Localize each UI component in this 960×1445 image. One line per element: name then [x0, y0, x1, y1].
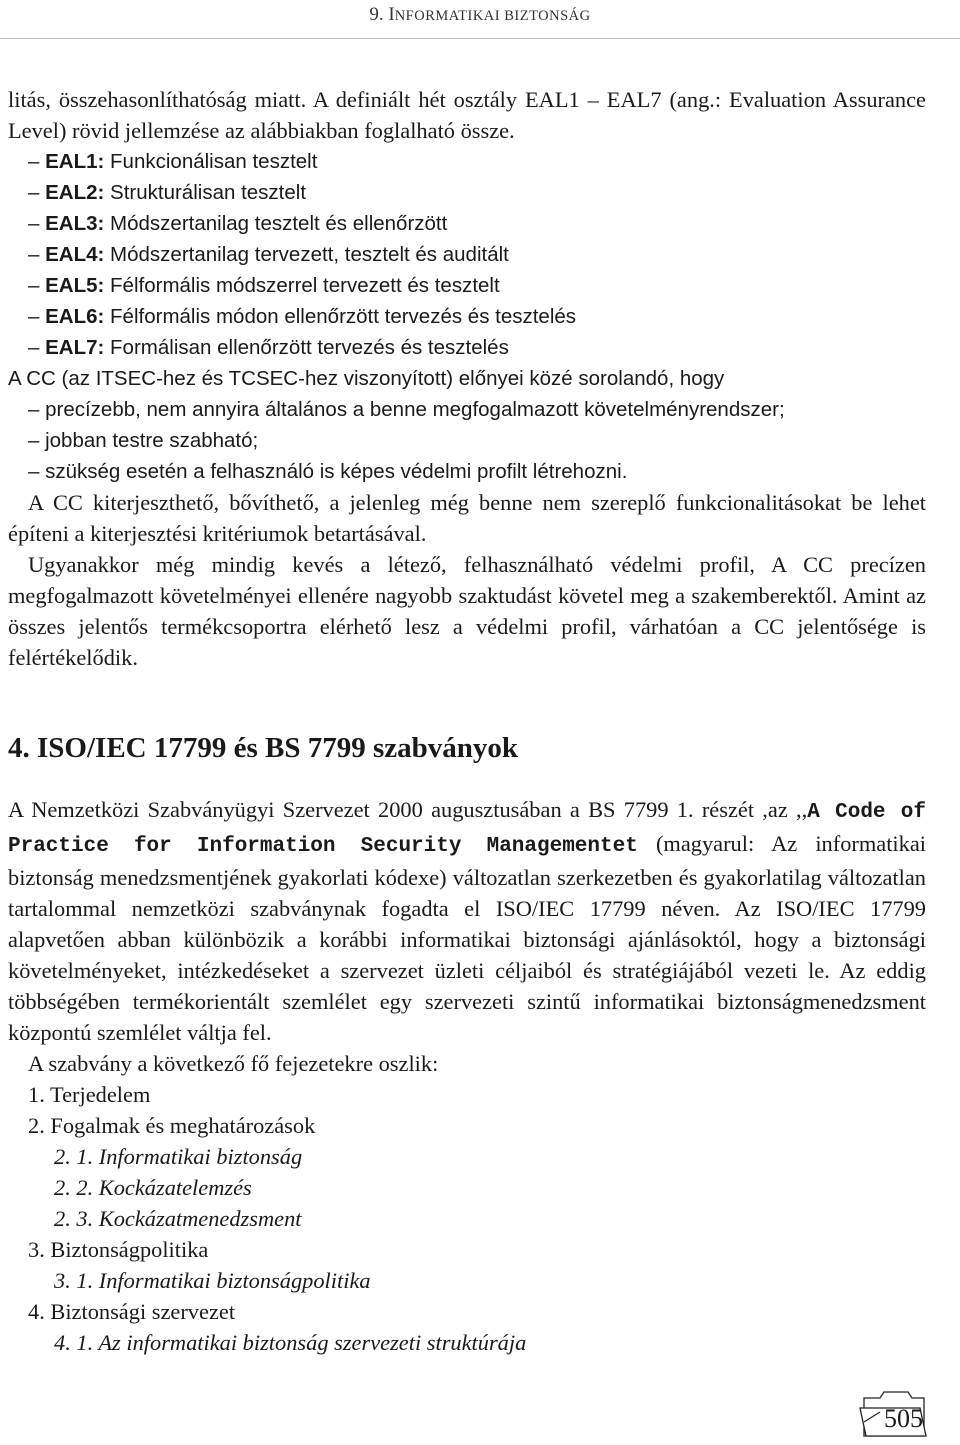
page-number: 505: [884, 1404, 923, 1433]
however-paragraph: Ugyanakkor még mindig kevés a létező, felhasználható védelmi profil, A CC precízen megfogalmazott követelményei ellenére nagyobb szaktudást követel meg a szakemberektől. Amint az összes jelentős termékcsoportra elérhető lesz a védelmi profil, várhatóan a CC jelentősége is felértékelődik.: [8, 552, 926, 670]
header-title-first: 9. I: [369, 4, 395, 25]
subchapter-item: 2. 2. Kockázatelemzés: [54, 1175, 252, 1200]
cc-advantages-lead: A CC (az ITSEC-hez és TCSEC-hez viszonyított) előnyei közé sorolandó, hogy: [8, 367, 725, 390]
page-body: [8, 84, 926, 1355]
eal-list: [8, 146, 926, 363]
chapter-item: 2. Fogalmak és meghatározások: [28, 1113, 316, 1138]
section-paragraph: A Nemzetközi Szabványügyi Szervezet 2000 augusztusában a BS 7799 1. részét ,az ,,A Code of Practice for Information Security Managementet (magyarul: Az informatikai biztonság menedzsmentjének gyakorlati kódexe) változatlan szerkezetben és gyakorlatilag változatlan tartalommal nemzetközi szabványnak fogadta el ISO/IEC 17799 néven. Az ISO/IEC 17799 alapvetően abban különbözik a korábbi informatikai biztonsági ajánlásoktól, hogy a biztonsági követelményeket, intézkedéseket a szervezet üzleti céljaiból és stratégiájából vezeti le. Az eddig többségében termékorientált szemlélet egy szervezeti szintű informatikai biztonságmenedzsment központú szemlélet váltja fel.: [8, 797, 926, 1045]
eal-item: – EAL5: Félformális módszerrel tervezett és tesztelt: [28, 274, 500, 297]
chapters-lead: A szabvány a következő fő fejezetekre oszlik:: [28, 1051, 439, 1076]
chapter-item: 3. Biztonságpolitika: [28, 1237, 209, 1262]
code-of-practice-title: A Code of Practice for Information Security Managementet: [8, 801, 926, 858]
chapter-item: 1. Terjedelem: [28, 1082, 151, 1107]
header-title-rest: NFORMATIKAI BIZTONSÁG: [394, 8, 591, 24]
eal-item: – EAL1: Funkcionálisan tesztelt: [28, 150, 318, 173]
eal-item: – EAL6: Félformális módon ellenőrzött tervezés és tesztelés: [28, 305, 577, 328]
running-header: [0, 4, 960, 26]
subchapter-item: 2. 1. Informatikai biztonság: [54, 1144, 303, 1169]
subchapter-item: 3. 1. Informatikai biztonságpolitika: [54, 1268, 371, 1293]
eal-item: – EAL7: Formálisan ellenőrzött tervezés és tesztelés: [28, 336, 509, 359]
chapter-item: 4. Biztonsági szervezet: [28, 1299, 236, 1324]
eal-item: – EAL4: Módszertanilag tervezett, tesztelt és auditált: [28, 243, 509, 266]
eal-item: – EAL2: Strukturálisan tesztelt: [28, 181, 307, 204]
section-title: 4. ISO/IEC 17799 és BS 7799 szabványok: [8, 732, 519, 764]
header-rule: [0, 38, 960, 39]
cc-advantage-item: – precízebb, nem annyira általános a benne megfogalmazott követelményrendszer;: [28, 398, 785, 421]
subchapter-item: 2. 3. Kockázatmenedzsment: [54, 1206, 302, 1231]
cc-advantage-item: – szükség esetén a felhasználó is képes védelmi profilt létrehozni.: [28, 460, 628, 483]
intro-paragraph: litás, összehasonlíthatóság miatt. A definiált hét osztály EAL1 – EAL7 (ang.: Evaluation Assurance Level) rövid jellemzése az alábbiakban foglalható össze.: [8, 87, 926, 143]
eal-item: – EAL3: Módszertanilag tesztelt és ellenőrzött: [28, 212, 448, 235]
cc-advantage-item: – jobban testre szabható;: [28, 429, 259, 452]
section-body: [8, 794, 926, 1358]
extend-paragraph: A CC kiterjeszthető, bővíthető, a jelenleg még benne nem szereplő funkcionalitásokat be lehet építeni a kiterjesztési kritériumok betartásával.: [8, 490, 926, 546]
subchapter-item: 4. 1. Az informatikai biztonság szervezeti struktúrája: [54, 1330, 527, 1355]
